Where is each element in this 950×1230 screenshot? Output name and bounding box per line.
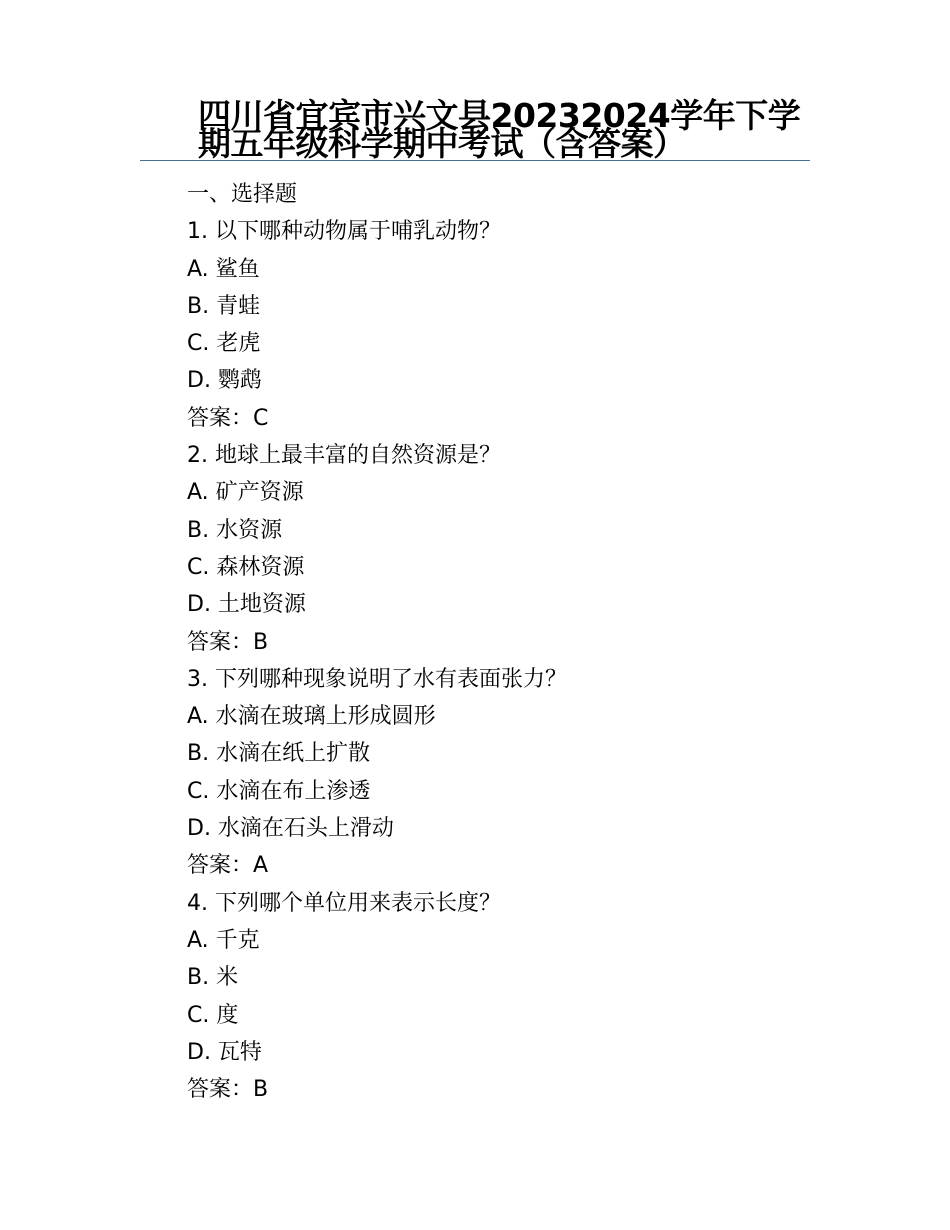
option-b: B. 青蛙 xyxy=(187,293,261,319)
answer-text: 答案：A xyxy=(187,853,269,879)
question-text: 3. 下列哪种现象说明了水有表面张力？ xyxy=(187,666,567,692)
section-heading: 一、选择题 xyxy=(187,182,298,207)
question-block xyxy=(187,885,807,1109)
option-b: B. 水滴在纸上扩散 xyxy=(187,741,371,767)
option-b: B. 水资源 xyxy=(187,517,283,543)
option-a: A. 水滴在玻璃上形成圆形 xyxy=(187,704,436,730)
question-text: 4. 下列哪个单位用来表示长度？ xyxy=(187,890,501,916)
option-d: D. 水滴在石头上滑动 xyxy=(187,816,394,842)
question-block xyxy=(187,661,807,885)
option-d: D. 鹦鹉 xyxy=(187,368,262,394)
option-c: C. 度 xyxy=(187,1002,239,1028)
title-underline xyxy=(140,160,810,161)
option-c: C. 水滴在布上渗透 xyxy=(187,778,371,804)
document-title: 四川省宜宾市兴文县20232024学年下学期五年级科学期中考试（含答案） xyxy=(198,96,801,163)
option-a: A. 矿产资源 xyxy=(187,480,304,506)
option-c: C. 森林资源 xyxy=(187,554,305,580)
option-c: C. 老虎 xyxy=(187,331,261,357)
question-block xyxy=(187,437,807,661)
option-a: A. 千克 xyxy=(187,927,260,953)
question-text: 2. 地球上最丰富的自然资源是？ xyxy=(187,443,501,469)
document-body xyxy=(187,176,807,1108)
answer-text: 答案：B xyxy=(187,629,269,655)
answer-text: 答案：C xyxy=(187,405,269,431)
question-block xyxy=(187,213,807,437)
option-d: D. 土地资源 xyxy=(187,592,306,618)
answer-text: 答案：B xyxy=(187,1077,269,1103)
option-d: D. 瓦特 xyxy=(187,1039,262,1065)
option-b: B. 米 xyxy=(187,965,239,991)
question-text: 1. 以下哪种动物属于哺乳动物？ xyxy=(187,219,501,245)
option-a: A. 鲨鱼 xyxy=(187,256,260,282)
